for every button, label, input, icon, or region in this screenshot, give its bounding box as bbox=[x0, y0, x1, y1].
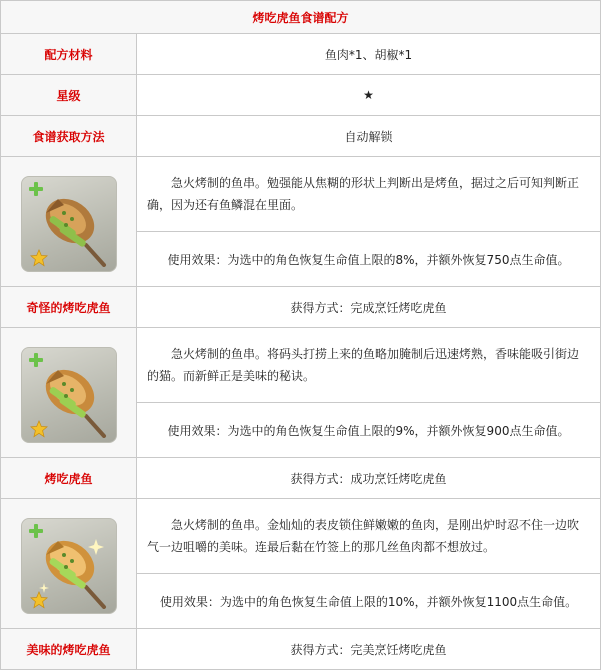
gold-star-icon bbox=[30, 591, 48, 609]
item-description bbox=[137, 157, 601, 232]
item-obtain: 获得方式：成功烹饪烤吃虎鱼 bbox=[137, 458, 601, 499]
table-title: 烤吃虎鱼食谱配方 bbox=[1, 1, 601, 34]
item-name: 烤吃虎鱼 bbox=[1, 458, 137, 499]
item-obtain: 获得方式：完成烹饪烤吃虎鱼 bbox=[137, 287, 601, 328]
item-image-cell bbox=[1, 157, 137, 287]
obtain-method-value: 自动解锁 bbox=[137, 116, 601, 157]
ingredients-label: 配方材料 bbox=[1, 34, 137, 75]
item-name: 奇怪的烤吃虎鱼 bbox=[1, 287, 137, 328]
item-card bbox=[21, 518, 117, 614]
gold-star-icon bbox=[30, 249, 48, 267]
green-plus-icon bbox=[28, 181, 44, 197]
ingredients-value: 鱼肉*1、胡椒*1 bbox=[137, 34, 601, 75]
gold-star-icon bbox=[30, 420, 48, 438]
item-description-text: 急火烤制的鱼串。金灿灿的表皮锁住鲜嫩嫩的鱼肉，是刚出炉时忍不住一边吹气一边咀嚼的美味。连最后黏在竹签上的那几丝鱼肉都不想放过。 bbox=[147, 518, 580, 554]
item-effect: 使用效果：为选中的角色恢复生命值上限的10%，并额外恢复1100点生命值。 bbox=[137, 574, 601, 629]
item-name: 美味的烤吃虎鱼 bbox=[1, 629, 137, 670]
item-card bbox=[21, 347, 117, 443]
item-image-cell bbox=[1, 499, 137, 629]
rating-value: ★ bbox=[137, 75, 601, 116]
item-description bbox=[137, 328, 601, 403]
green-plus-icon bbox=[28, 352, 44, 368]
item-effect: 使用效果：为选中的角色恢复生命值上限的9%，并额外恢复900点生命值。 bbox=[137, 403, 601, 458]
item-obtain: 获得方式：完美烹饪烤吃虎鱼 bbox=[137, 629, 601, 670]
rating-label: 星级 bbox=[1, 75, 137, 116]
obtain-method-label: 食谱获取方法 bbox=[1, 116, 137, 157]
item-card bbox=[21, 176, 117, 272]
green-plus-icon bbox=[28, 523, 44, 539]
item-effect: 使用效果：为选中的角色恢复生命值上限的8%，并额外恢复750点生命值。 bbox=[137, 232, 601, 287]
item-description bbox=[137, 499, 601, 574]
item-description-text: 急火烤制的鱼串。将码头打捞上来的鱼略加腌制后迅速烤熟，香味能吸引街边的猫。而新鲜正是美味的秘诀。 bbox=[147, 347, 580, 383]
item-image-cell bbox=[1, 328, 137, 458]
item-description-text: 急火烤制的鱼串。勉强能从焦糊的形状上判断出是烤鱼，据过之后可知判断正确，因为还有鱼鳞混在里面。 bbox=[147, 176, 580, 212]
